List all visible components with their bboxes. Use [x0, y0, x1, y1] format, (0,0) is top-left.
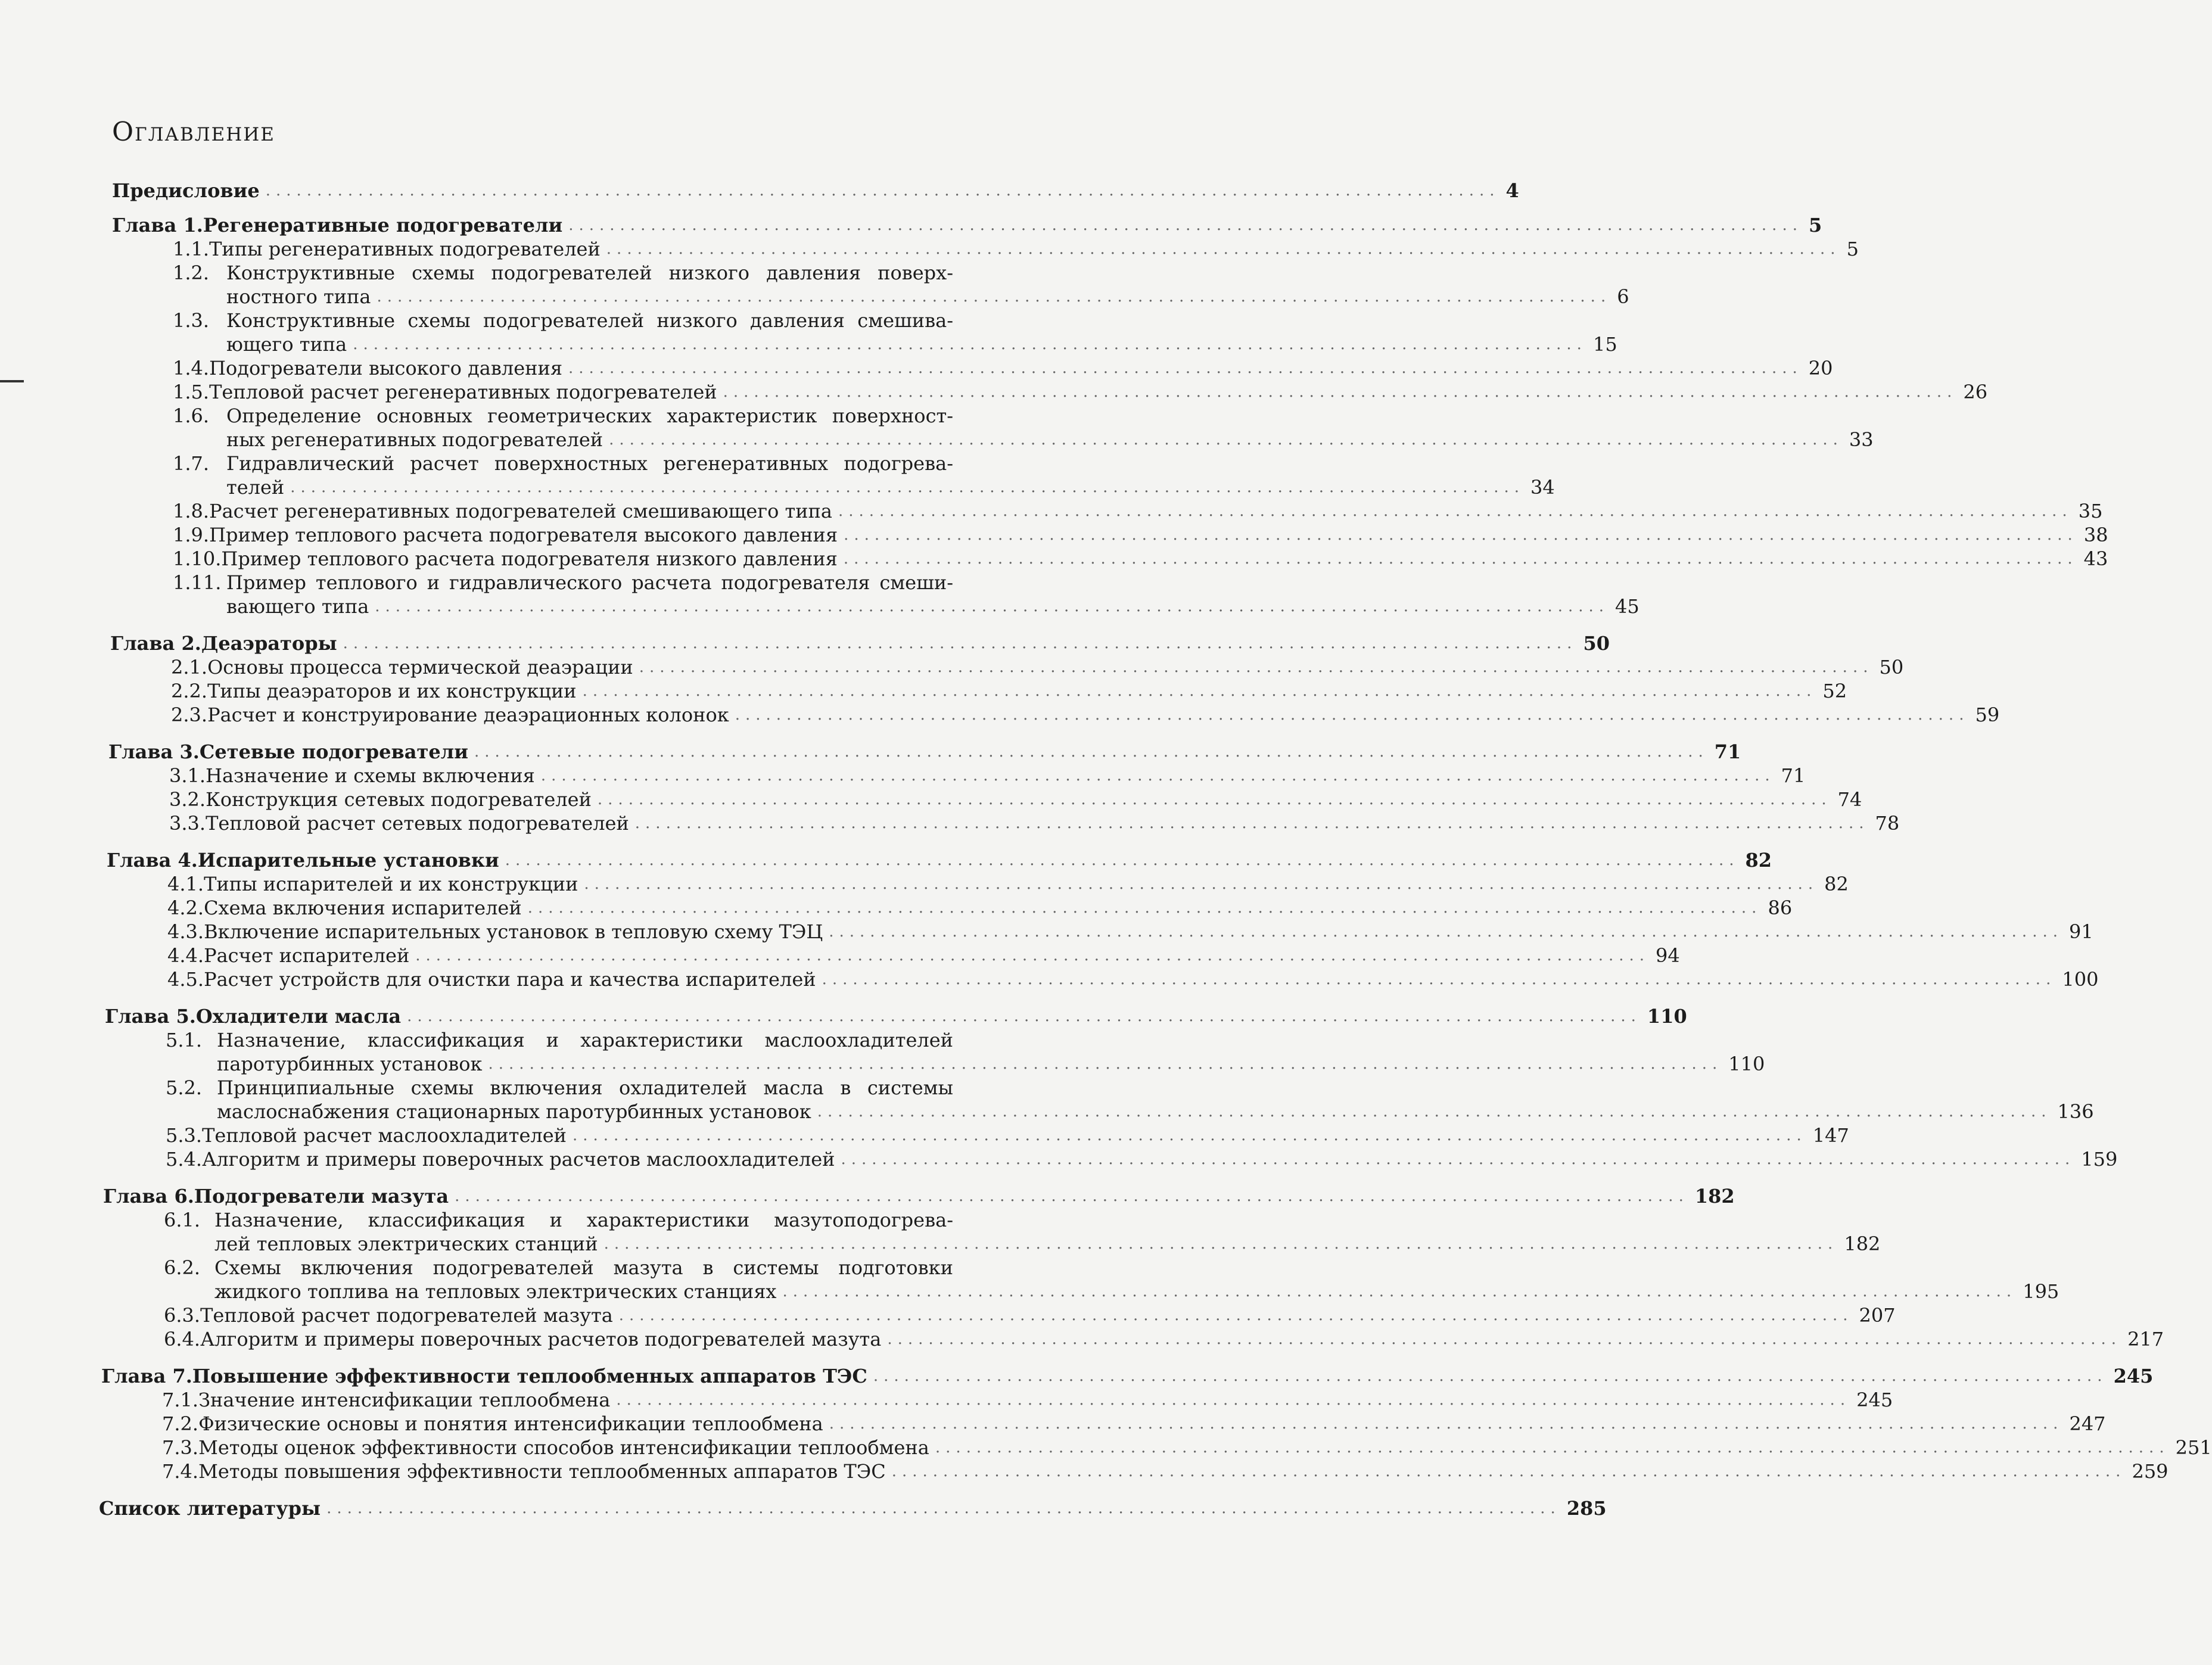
toc-section-6-4-title: Алгоритм и примеры поверочных расчетов подогревателей мазута — [200, 1328, 882, 1350]
toc-section-4-3-page: 91 — [2069, 920, 2093, 943]
toc-chapter-5-page: 110 — [1647, 1005, 1687, 1028]
toc-section-1-9-title: Пример теплового расчета подогревателя высокого давления — [209, 524, 838, 546]
toc-section-1-3[interactable] — [226, 332, 1617, 356]
toc-section-4-4[interactable] — [167, 944, 1680, 967]
toc-section-7-1-leader: ........................................................................................................................ — [616, 1391, 1851, 1409]
toc-section-3-2[interactable] — [169, 788, 1862, 811]
toc-chapter-5-number: Глава 5. — [105, 1005, 196, 1028]
toc-section-1-7-line1: Гидравлический расчет поверхностных регенеративных подогрева- — [226, 452, 953, 475]
toc-section-5-1-leader: ........................................................................................................................ — [488, 1055, 1723, 1073]
toc-section-1-6-number: 1.6. — [173, 404, 210, 427]
toc-section-5-2[interactable] — [217, 1100, 2094, 1124]
toc-section-1-11-line1: Пример теплового и гидравлического расчета подогревателя смеши- — [226, 571, 953, 594]
toc-chapter-2-leader: ........................................................................................................................ — [343, 634, 1578, 652]
toc-section-6-4-number: 6.4. — [164, 1328, 201, 1350]
toc-section-1-3-page: 15 — [1592, 333, 1617, 356]
toc-section-1-4[interactable] — [173, 356, 1833, 380]
toc-entry-bibliography-page: 285 — [1566, 1497, 1607, 1520]
toc-section-4-5-leader: ........................................................................................................................ — [822, 970, 2057, 988]
toc-chapter-6-page: 182 — [1694, 1185, 1735, 1207]
toc-section-1-8[interactable] — [173, 499, 2103, 523]
toc-section-6-2-page: 195 — [2023, 1280, 2059, 1303]
toc-section-7-2[interactable] — [162, 1412, 2106, 1436]
toc-section-1-2[interactable] — [226, 285, 1629, 309]
toc-section-6-4-page: 217 — [2127, 1328, 2164, 1350]
toc-chapter-1-page: 5 — [1808, 214, 1822, 236]
toc-section-2-3-title: Расчет и конструирование деаэрационных колонок — [207, 704, 729, 726]
toc-section-5-2-page: 136 — [2057, 1100, 2094, 1123]
toc-section-6-2-title: жидкого топлива на тепловых электрических станциях — [214, 1280, 777, 1303]
toc-section-6-3-page: 207 — [1859, 1304, 1896, 1327]
toc-section-3-1-number: 3.1. — [169, 764, 206, 787]
toc-section-4-1-number: 4.1. — [167, 873, 204, 895]
toc-section-7-2-title: Физические основы и понятия интенсификации теплообмена — [198, 1412, 823, 1435]
toc-section-4-3-title: Включение испарительных установок в тепловую схему ТЭЦ — [204, 920, 823, 943]
toc-section-3-3-title: Тепловой расчет сетевых подогревателей — [206, 812, 629, 835]
toc-entry-bibliography-title: Список литературы — [99, 1497, 321, 1520]
toc-section-2-2-leader: ........................................................................................................................ — [582, 682, 1817, 700]
toc-section-2-1-page: 50 — [1879, 656, 1904, 679]
toc-section-1-11-leader: ........................................................................................................................ — [375, 597, 1610, 615]
toc-section-1-10-leader: ........................................................................................................................ — [843, 550, 2078, 568]
toc-section-3-2-number: 3.2. — [169, 788, 206, 811]
toc-section-4-1-title: Типы испарителей и их конструкции — [204, 873, 578, 895]
toc-chapter-7-leader: ........................................................................................................................ — [873, 1367, 2108, 1385]
toc-section-4-1-leader: ........................................................................................................................ — [584, 875, 1819, 893]
toc-entry-preface-title: Предисловие — [112, 179, 260, 202]
toc-section-1-9-leader: ........................................................................................................................ — [844, 526, 2078, 544]
toc-section-3-3-page: 78 — [1875, 812, 1900, 835]
toc-section-1-5-number: 1.5. — [173, 381, 210, 403]
toc-section-6-1-number: 6.1. — [164, 1209, 201, 1231]
toc-section-7-1-page: 245 — [1856, 1389, 1893, 1411]
toc-section-7-3-page: 251 — [2175, 1436, 2212, 1459]
toc-section-1-10-number: 1.10. — [173, 547, 222, 570]
toc-section-1-6-leader: ........................................................................................................................ — [609, 431, 1843, 449]
toc-section-5-4[interactable] — [166, 1147, 2118, 1171]
toc-section-7-2-number: 7.2. — [162, 1412, 199, 1435]
toc-section-1-3-leader: ........................................................................................................................ — [353, 335, 1587, 353]
toc-section-5-1-page: 110 — [1728, 1053, 1765, 1075]
toc-section-1-4-leader: ........................................................................................................................ — [568, 359, 1803, 377]
toc-section-2-1[interactable] — [171, 655, 1904, 679]
toc-section-2-3-leader: ........................................................................................................................ — [735, 706, 1970, 724]
toc-section-4-4-page: 94 — [1656, 944, 1680, 967]
toc-section-4-1[interactable] — [167, 872, 1849, 896]
toc-section-4-3[interactable] — [167, 920, 2093, 944]
toc-section-6-2-leader: ........................................................................................................................ — [782, 1283, 2017, 1300]
toc-section-7-1[interactable] — [162, 1388, 1893, 1412]
toc-section-2-3[interactable] — [171, 703, 2000, 727]
toc-section-1-5-page: 26 — [1963, 381, 1988, 403]
toc-chapter-3-title: Сетевые подогреватели — [199, 740, 468, 763]
toc-section-2-1-title: Основы процесса термической деаэрации — [207, 656, 633, 679]
toc-section-4-2-leader: ........................................................................................................................ — [527, 899, 1762, 917]
toc-chapter-5-leader: ........................................................................................................................ — [407, 1007, 1641, 1025]
toc-chapter-2-number: Глава 2. — [110, 632, 201, 655]
toc-section-1-7-leader: ........................................................................................................................ — [290, 478, 1525, 496]
toc-section-1-6-title: ных регенеративных подогревателей — [226, 428, 603, 451]
toc-chapter-4-title: Испарительные установки — [197, 849, 499, 872]
toc-chapter-6-leader: ........................................................................................................................ — [455, 1187, 1689, 1205]
toc-section-6-1[interactable] — [214, 1232, 1881, 1256]
toc-chapter-1[interactable] — [112, 213, 1822, 237]
toc-chapter-2[interactable] — [110, 631, 1610, 655]
toc-chapter-7[interactable] — [101, 1364, 2154, 1388]
toc-section-3-3-leader: ........................................................................................................................ — [634, 814, 1869, 832]
toc-section-1-9[interactable] — [173, 523, 2108, 547]
toc-section-3-1-page: 71 — [1781, 764, 1806, 787]
toc-section-4-3-number: 4.3. — [167, 920, 204, 943]
toc-section-1-3-title: ющего типа — [226, 333, 347, 356]
toc-section-1-5-leader: ........................................................................................................................ — [723, 383, 1958, 401]
toc-section-1-4-title: Подогреватели высокого давления — [209, 357, 562, 379]
toc-section-6-3-leader: ........................................................................................................................ — [618, 1306, 1853, 1324]
toc-section-3-2-title: Конструкция сетевых подогревателей — [206, 788, 592, 811]
toc-section-1-2-line1: Конструктивные схемы подогревателей низкого давления поверх- — [226, 262, 953, 284]
toc-entry-preface-page: 4 — [1505, 179, 1519, 202]
toc-section-2-2-title: Типы деаэраторов и их конструкции — [207, 680, 577, 702]
toc-section-7-3-title: Методы оценок эффективности способов интенсификации теплообмена — [198, 1436, 929, 1459]
toc-section-1-11-number: 1.11. — [173, 571, 222, 594]
toc-section-4-5-number: 4.5. — [167, 968, 204, 991]
toc-section-1-5[interactable] — [173, 380, 1988, 404]
toc-entry-preface-leader: ........................................................................................................................ — [265, 182, 1500, 200]
toc-section-1-2-number: 1.2. — [173, 262, 210, 284]
toc-section-1-6[interactable] — [226, 428, 1874, 452]
toc-section-3-2-leader: ........................................................................................................................ — [597, 791, 1832, 808]
toc-section-1-7-title: телей — [226, 476, 285, 499]
toc-section-1-10-title: Пример теплового расчета подогревателя низкого давления — [221, 547, 838, 570]
toc-chapter-6[interactable] — [103, 1184, 1735, 1208]
toc-section-6-1-page: 182 — [1844, 1233, 1881, 1255]
toc-section-1-7-number: 1.7. — [173, 452, 210, 475]
toc-section-4-2[interactable] — [167, 896, 1793, 920]
toc-chapter-4[interactable] — [107, 848, 1772, 872]
toc-section-7-3-number: 7.3. — [162, 1436, 199, 1459]
toc-section-4-5[interactable] — [167, 967, 2099, 991]
toc-chapter-3[interactable] — [108, 740, 1741, 764]
toc-chapter-2-title: Деаэраторы — [201, 632, 337, 655]
toc-section-7-2-leader: ........................................................................................................................ — [829, 1415, 2064, 1433]
toc-section-1-9-page: 38 — [2083, 524, 2108, 546]
toc-section-2-2[interactable] — [171, 679, 1847, 703]
toc-section-1-2-leader: ........................................................................................................................ — [377, 288, 1611, 306]
toc-section-7-1-title: Значение интенсификации теплообмена — [198, 1389, 611, 1411]
toc-section-5-2-title: маслоснабжения стационарных паротурбинных установок — [217, 1100, 811, 1123]
toc-section-1-10-page: 43 — [2083, 547, 2108, 570]
toc-section-4-2-number: 4.2. — [167, 897, 204, 919]
toc-entry-bibliography-leader: ........................................................................................................................ — [326, 1499, 1561, 1517]
toc-section-3-1-title: Назначение и схемы включения — [206, 764, 535, 787]
toc-section-2-1-leader: ........................................................................................................................ — [639, 658, 1874, 676]
toc-section-6-2-number: 6.2. — [164, 1256, 201, 1279]
toc-section-1-11[interactable] — [226, 595, 1639, 618]
toc-section-5-1-title: паротурбинных установок — [217, 1053, 483, 1075]
toc-section-1-3-number: 1.3. — [173, 309, 210, 332]
toc-section-1-10[interactable] — [173, 547, 2108, 571]
toc-chapter-5[interactable] — [105, 1004, 1687, 1028]
toc-section-5-4-title: Алгоритм и примеры поверочных расчетов маслоохладителей — [202, 1148, 835, 1171]
toc-section-1-4-number: 1.4. — [173, 357, 210, 379]
toc-section-2-2-number: 2.2. — [171, 680, 208, 702]
toc-section-7-3[interactable] — [162, 1436, 2212, 1459]
toc-section-1-3-line1: Конструктивные схемы подогревателей низкого давления смешива- — [226, 309, 953, 332]
toc-section-3-3[interactable] — [169, 811, 1900, 835]
toc-chapter-1-number: Глава 1. — [112, 214, 203, 236]
toc-chapter-2-page: 50 — [1583, 632, 1610, 655]
toc-chapter-6-title: Подогреватели мазута — [194, 1185, 449, 1207]
toc-chapter-1-title: Регенеративные подогреватели — [203, 214, 563, 236]
toc-section-5-1-number: 5.1. — [166, 1029, 203, 1051]
toc-section-6-1-leader: ........................................................................................................................ — [603, 1235, 1838, 1253]
toc-section-1-1-number: 1.1. — [173, 238, 210, 260]
toc-section-4-4-leader: ........................................................................................................................ — [415, 947, 1650, 964]
toc-section-7-3-leader: ........................................................................................................................ — [935, 1439, 2170, 1457]
toc-section-5-3-leader: ........................................................................................................................ — [572, 1126, 1807, 1144]
toc-chapter-7-title: Повышение эффективности теплообменных аппаратов ТЭС — [192, 1365, 867, 1387]
toc-section-4-4-number: 4.4. — [167, 944, 204, 967]
toc-section-7-4-leader: ........................................................................................................................ — [891, 1462, 2126, 1480]
toc-chapter-4-leader: ........................................................................................................................ — [505, 851, 1740, 869]
toc-section-6-2-line1: Схемы включения подогревателей мазута в системы подготовки — [214, 1256, 953, 1279]
toc-section-5-4-number: 5.4. — [166, 1148, 203, 1171]
toc-section-2-2-page: 52 — [1822, 680, 1847, 702]
toc-section-7-4-page: 259 — [2132, 1460, 2169, 1483]
toc-chapter-5-title: Охладители масла — [195, 1005, 402, 1028]
toc-section-4-3-leader: ........................................................................................................................ — [829, 923, 2063, 941]
toc-section-7-1-number: 7.1. — [162, 1389, 199, 1411]
toc-entry-preface[interactable] — [112, 179, 1519, 203]
toc-section-4-5-page: 100 — [2062, 968, 2099, 991]
toc-section-1-4-page: 20 — [1808, 357, 1833, 379]
toc-section-3-1-leader: ........................................................................................................................ — [540, 767, 1775, 785]
toc-chapter-3-number: Глава 3. — [108, 740, 200, 763]
toc-section-5-2-number: 5.2. — [166, 1076, 203, 1099]
toc-section-5-1[interactable] — [217, 1052, 1765, 1076]
toc-chapter-3-page: 71 — [1714, 740, 1741, 763]
toc-section-7-2-page: 247 — [2069, 1412, 2106, 1435]
toc-chapter-7-page: 245 — [2113, 1365, 2154, 1387]
toc-section-6-3-title: Тепловой расчет подогревателей мазута — [200, 1304, 613, 1327]
toc-section-4-5-title: Расчет устройств для очистки пара и качества испарителей — [204, 968, 816, 991]
toc-section-7-4-title: Методы повышения эффективности теплообменных аппаратов ТЭС — [198, 1460, 886, 1483]
toc-section-2-3-number: 2.3. — [171, 704, 208, 726]
toc-section-5-4-leader: ........................................................................................................................ — [841, 1150, 2076, 1168]
toc-section-4-2-page: 86 — [1768, 897, 1793, 919]
toc-section-5-4-page: 159 — [2081, 1148, 2118, 1171]
toc-section-6-1-title: лей тепловых электрических станций — [214, 1233, 598, 1255]
toc-section-1-8-leader: ........................................................................................................................ — [838, 502, 2073, 520]
toc-section-6-3-number: 6.3. — [164, 1304, 201, 1327]
toc-section-1-7-page: 34 — [1530, 476, 1555, 499]
toc-section-3-2-page: 74 — [1837, 788, 1862, 811]
toc-section-3-3-number: 3.3. — [169, 812, 206, 835]
toc-section-5-3[interactable] — [166, 1124, 1849, 1147]
toc-section-1-11-title: вающего типа — [226, 595, 369, 618]
toc-section-7-4-number: 7.4. — [162, 1460, 199, 1483]
toc-chapter-1-leader: ........................................................................................................................ — [568, 216, 1803, 234]
toc-section-1-11-page: 45 — [1615, 595, 1639, 618]
toc-entry-bibliography[interactable] — [99, 1496, 1607, 1520]
toc-chapter-3-leader: ........................................................................................................................ — [474, 743, 1709, 761]
toc-section-4-2-title: Схема включения испарителей — [204, 897, 522, 919]
toc-section-1-8-page: 35 — [2078, 500, 2103, 522]
toc-section-2-3-page: 59 — [1975, 704, 2000, 726]
toc-section-6-1-line1: Назначение, классификация и характеристики мазутоподогрева- — [214, 1209, 953, 1231]
toc-section-6-4[interactable] — [164, 1327, 2164, 1351]
toc-section-5-3-page: 147 — [1812, 1124, 1849, 1147]
toc-section-3-1[interactable] — [169, 764, 1806, 788]
toc-section-7-4[interactable] — [162, 1459, 2169, 1483]
toc-section-1-6-page: 33 — [1849, 428, 1874, 451]
toc-section-1-2-page: 6 — [1617, 285, 1629, 308]
toc-section-1-2-title: ностного типа — [226, 285, 371, 308]
toc-section-2-1-number: 2.1. — [171, 656, 208, 679]
toc-section-5-2-line1: Принципиальные схемы включения охладителей масла в системы — [217, 1076, 953, 1099]
toc-section-1-6-line1: Определение основных геометрических характеристик поверхност- — [226, 404, 953, 427]
toc-section-1-9-number: 1.9. — [173, 524, 210, 546]
toc-section-6-2[interactable] — [214, 1280, 2059, 1303]
scan-mark — [0, 380, 24, 382]
toc-section-1-8-number: 1.8. — [173, 500, 210, 522]
toc-section-1-1-title: Типы регенеративных подогревателей — [209, 238, 601, 260]
toc-section-5-3-number: 5.3. — [166, 1124, 203, 1147]
toc-section-1-1-page: 5 — [1846, 238, 1859, 260]
toc-section-5-1-line1: Назначение, классификация и характеристики маслоохладителей — [217, 1029, 953, 1051]
toc-chapter-4-number: Глава 4. — [107, 849, 198, 872]
toc-section-4-4-title: Расчет испарителей — [204, 944, 410, 967]
page-title: Оглавление — [112, 117, 275, 147]
toc-chapter-4-page: 82 — [1745, 849, 1772, 872]
toc-section-1-8-title: Расчет регенеративных подогревателей смешивающего типа — [209, 500, 832, 522]
toc-section-5-2-leader: ........................................................................................................................ — [817, 1103, 2052, 1121]
toc-chapter-7-number: Глава 7. — [101, 1365, 192, 1387]
toc-section-4-1-page: 82 — [1824, 873, 1849, 895]
toc-section-1-5-title: Тепловой расчет регенеративных подогревателей — [209, 381, 717, 403]
toc-section-6-3[interactable] — [164, 1303, 1896, 1327]
toc-section-1-7[interactable] — [226, 475, 1555, 499]
toc-chapter-6-number: Глава 6. — [103, 1185, 194, 1207]
toc-section-5-3-title: Тепловой расчет маслоохладителей — [202, 1124, 567, 1147]
toc-section-1-1-leader: ........................................................................................................................ — [606, 240, 1841, 258]
toc-section-1-1[interactable] — [173, 237, 1859, 261]
toc-section-6-4-leader: ........................................................................................................................ — [887, 1330, 2122, 1348]
